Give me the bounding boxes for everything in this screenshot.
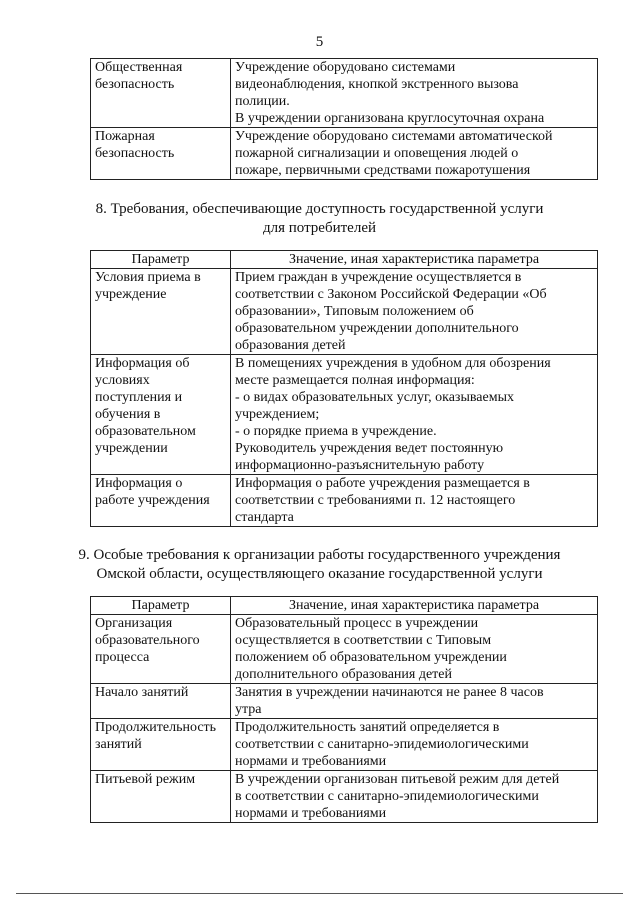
special-requirements-table	[90, 596, 598, 823]
page-number: 5	[315, 34, 324, 50]
cell-line: образовательном учреждении дополнительного	[235, 321, 519, 336]
parameter-cell	[91, 269, 231, 355]
section-9-heading-line: 9. Особые требования к организации работы государственного учреждения	[78, 547, 561, 563]
cell-line: безопасность	[95, 146, 175, 161]
value-cell	[231, 475, 598, 527]
cell-line: безопасность	[95, 77, 175, 92]
value-cell	[231, 615, 598, 684]
value-cell	[231, 59, 598, 128]
cell-line: нормами и требованиями	[235, 806, 387, 821]
cell-line: образовании», Типовым положением об	[235, 304, 474, 319]
value-cell	[231, 128, 598, 180]
cell-line: В учреждении организован питьевой режим для детей	[235, 772, 560, 787]
cell-line: нормами и требованиями	[235, 754, 387, 769]
cell-line: работе учреждения	[95, 493, 210, 508]
cell-line: Продолжительность	[95, 720, 217, 735]
cell-line: Пожарная	[95, 129, 155, 144]
cell-line: пожарной сигнализации и оповещения людей о	[235, 146, 519, 161]
cell-line: Организация	[95, 616, 173, 631]
cell-line: Образовательный процесс в учреждении	[235, 616, 479, 631]
cell-line: образования детей	[235, 338, 346, 353]
table-row	[91, 719, 598, 771]
parameter-cell	[91, 719, 231, 771]
table-row	[91, 615, 598, 684]
cell-line: Занятия в учреждении начинаются не ранее 8 часов	[235, 685, 544, 700]
table-row	[91, 128, 598, 180]
header-param: Параметр	[91, 251, 231, 269]
cell-line: соответствии с санитарно-эпидемиологическими	[235, 737, 529, 752]
cell-line: полиции.	[235, 94, 290, 109]
parameter-cell	[91, 128, 231, 180]
section-8-heading	[0, 200, 639, 238]
parameter-cell	[91, 684, 231, 719]
cell-line: Питьевой режим	[95, 772, 196, 787]
cell-line: Прием граждан в учреждение осуществляется в	[235, 270, 522, 285]
header-value: Значение, иная характеристика параметра	[231, 597, 598, 615]
parameter-cell	[91, 475, 231, 527]
cell-line: осуществляется в соответствии с Типовым	[235, 633, 492, 648]
cell-line: Условия приема в	[95, 270, 201, 285]
header-value: Значение, иная характеристика параметра	[231, 251, 598, 269]
table-row	[91, 355, 598, 475]
cell-line: поступления и	[95, 390, 183, 405]
cell-line: Учреждение оборудовано системами	[235, 60, 456, 75]
cell-line: Руководитель учреждения ведет постоянную	[235, 441, 504, 456]
cell-line: пожаре, первичными средствами пожаротушения	[235, 163, 531, 178]
cell-line: Информация о	[95, 476, 183, 491]
table-row	[91, 59, 598, 128]
parameter-cell	[91, 771, 231, 823]
value-cell	[231, 771, 598, 823]
table-row	[91, 269, 598, 355]
bottom-divider	[16, 893, 623, 894]
value-cell	[231, 269, 598, 355]
value-cell	[231, 684, 598, 719]
value-cell	[231, 719, 598, 771]
cell-line: соответствии с Законом Российской Федерации «Об	[235, 287, 547, 302]
cell-line: информационно-разъяснительную работу	[235, 458, 485, 473]
cell-line: процесса	[95, 650, 150, 665]
cell-line: - о видах образовательных услуг, оказываемых	[235, 390, 514, 405]
section-9-heading	[0, 546, 639, 584]
cell-line: В учреждении организована круглосуточная охрана	[235, 111, 545, 126]
cell-line: Продолжительность занятий определяется в	[235, 720, 500, 735]
safety-table	[90, 58, 598, 180]
cell-line: видеонаблюдения, кнопкой экстренного вызова	[235, 77, 519, 92]
section-8-heading-line: для потребителей	[262, 220, 377, 236]
header-param: Параметр	[91, 597, 231, 615]
parameter-cell	[91, 355, 231, 475]
cell-line: дополнительного образования детей	[235, 667, 452, 682]
cell-line: Начало занятий	[95, 685, 189, 700]
cell-line: положением об образовательном учреждении	[235, 650, 507, 665]
cell-line: условиях	[95, 373, 150, 388]
table-header-row	[91, 597, 598, 615]
parameter-cell	[91, 59, 231, 128]
cell-line: обучения в	[95, 407, 161, 422]
cell-line: утра	[235, 702, 262, 717]
parameter-cell	[91, 615, 231, 684]
cell-line: В помещениях учреждения в удобном для обозрения	[235, 356, 551, 371]
cell-line: - о порядке приема в учреждение.	[235, 424, 437, 439]
table-row	[91, 475, 598, 527]
table-row	[91, 684, 598, 719]
cell-line: образовательном	[95, 424, 196, 439]
cell-line: Учреждение оборудовано системами автоматической	[235, 129, 553, 144]
cell-line: учреждение	[95, 287, 167, 302]
cell-line: Общественная	[95, 60, 183, 75]
section-8-heading-line: 8. Требования, обеспечивающие доступность государственной услуги	[95, 201, 544, 217]
cell-line: Информация об	[95, 356, 190, 371]
accessibility-table	[90, 250, 598, 527]
cell-line: соответствии с требованиями п. 12 настоящего	[235, 493, 516, 508]
section-9-heading-line: Омской области, осуществляющего оказание государственной услуги	[96, 566, 543, 582]
cell-line: занятий	[95, 737, 142, 752]
cell-line: месте размещается полная информация:	[235, 373, 475, 388]
value-cell	[231, 355, 598, 475]
table-header-row	[91, 251, 598, 269]
cell-line: Информация о работе учреждения размещается в	[235, 476, 530, 491]
table-row	[91, 771, 598, 823]
cell-line: учреждением;	[235, 407, 320, 422]
cell-line: стандарта	[235, 510, 294, 525]
cell-line: в соответствии с санитарно-эпидемиологическими	[235, 789, 539, 804]
cell-line: образовательного	[95, 633, 200, 648]
cell-line: учреждении	[95, 441, 168, 456]
